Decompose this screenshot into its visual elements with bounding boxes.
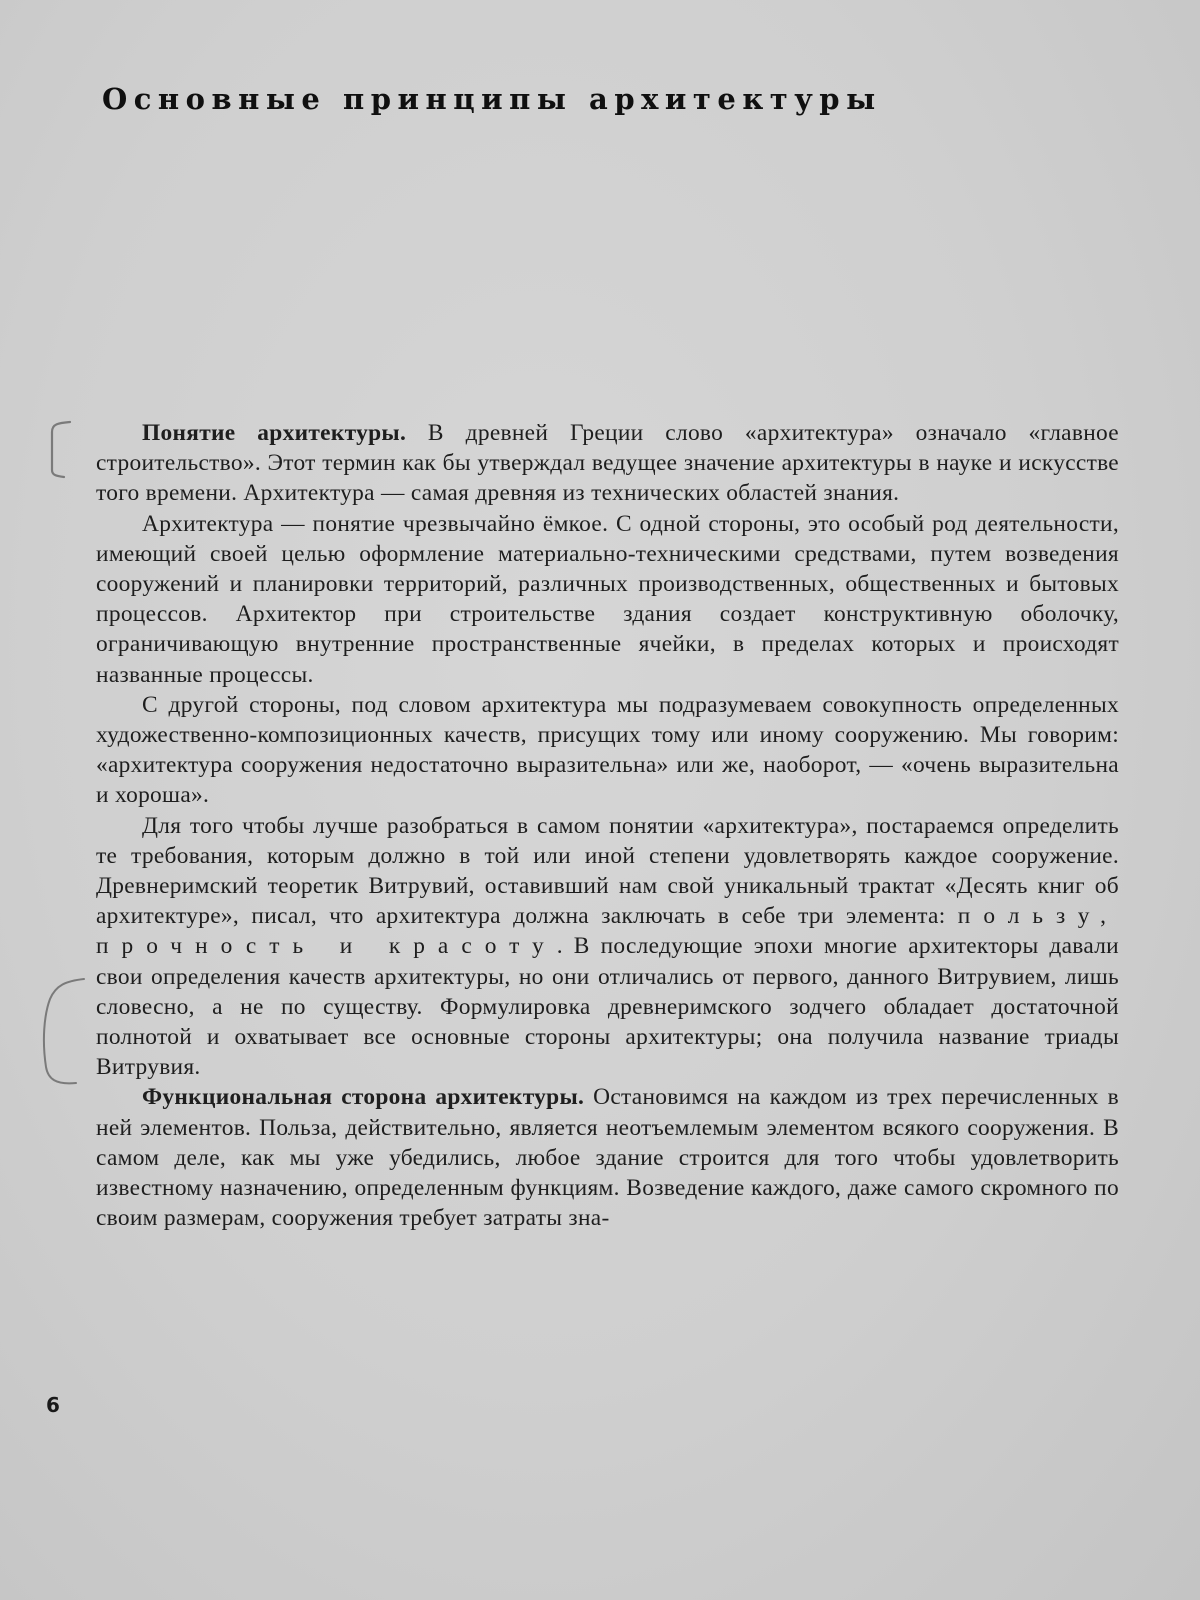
paragraph-text: . В последующие эпохи многие архитекторы давали свои определения качеств архитектуры, но они отличались от первого, данного Витрувием, лишь словесно, а не по существу. Формулировка древнеримского зодчего обладает достаточной полнотой и охватывает все основные стороны архитектуры; она получила название триады Витрувия. <box>96 933 1119 1081</box>
body-text <box>96 418 1119 1233</box>
paragraph-text: С другой стороны, под словом архитектура мы подразумеваем совокупность определенных художественно-композиционных качеств, присущих тому или иному сооружению. Мы говорим: «архитектура сооружения недостаточно выразительна» или же, наоборот, — «очень выразительна и хороша». <box>96 691 1119 809</box>
paragraph <box>96 690 1119 811</box>
paragraph-heading: Функциональная сторона архитектуры. <box>142 1084 585 1111</box>
paragraph <box>96 418 1119 509</box>
vitruvian-triad-text: пользу, прочность и красоту <box>96 903 1119 960</box>
paragraph-text: Остановимся на каждом из трех перечисленных в ней элементов. Польза, действительно, является неотъемлемым элементом всякого сооружения. В самом деле, как мы уже убедились, любое здание строится для того чтобы удовлетворить известному назначению, определенным функциям. Возведение каждого, даже самого скромного по своим размерам, сооружения требует затраты зна- <box>96 1084 1119 1232</box>
paragraph-heading: Понятие архитектуры. <box>142 420 407 446</box>
pencil-bracket-mark <box>36 975 92 1095</box>
paragraph <box>96 1082 1119 1233</box>
paragraph-text: В древней Греции слово «архитектура» означало «главное строительство». Этот термин как бы утверждал ведущее значение архитектуры в науке и искусстве того времени. Архитектура — самая древняя из технических областей знания. <box>96 420 1119 507</box>
paragraph-text: Для того чтобы лучше разобраться в самом понятии «архитектура», постараемся определить те требования, которым должно в той или иной степени удовлетворять каждое сооружение. Древнеримский теоретик Витрувий, оставивший нам свой уникальный трактат «Десять книг об архитектуре», писал, что архитектура должна заключать в себе три элемента: <box>96 812 1119 930</box>
pencil-bracket-mark <box>40 418 80 482</box>
paragraph <box>96 509 1119 690</box>
chapter-title: Основные принципы архитектуры <box>102 82 882 116</box>
paragraph <box>96 811 1119 1083</box>
paragraph-text: Архитектура — понятие чрезвычайно ёмкое. С одной стороны, это особый род деятельности, имеющий своей целью оформление материально-техническими средствами, путем возведения сооружений и планировки территорий, различных производственных, общественных и бытовых процессов. Архитектор при строительстве здания создает конструктивную оболочку, ограничивающую внутренние пространственные ячейки, в пределах которых и происходят названные процессы. <box>96 510 1119 688</box>
page-number: 6 <box>46 1393 60 1417</box>
